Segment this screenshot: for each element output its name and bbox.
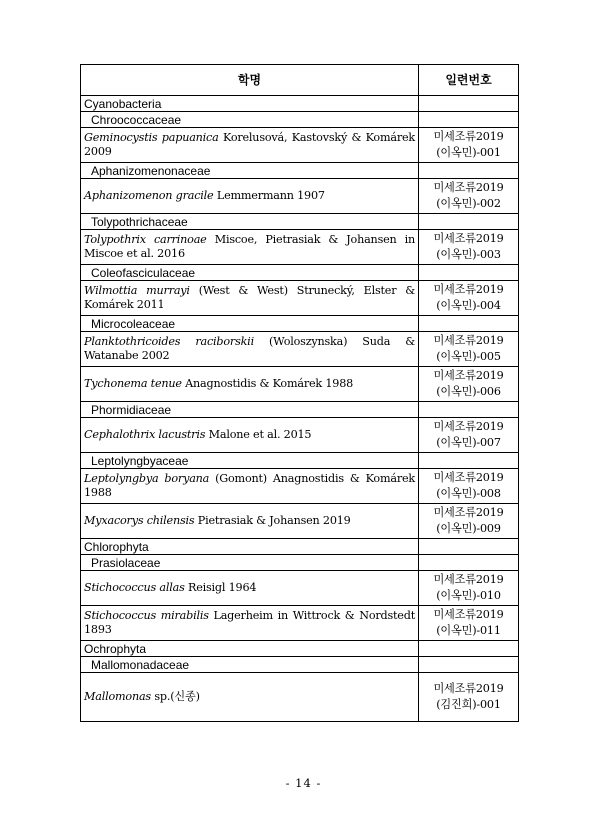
phylum-row (81, 641, 519, 657)
family-name: Chroococcaceae (81, 112, 419, 128)
species-name-cell (81, 128, 419, 163)
family-row (81, 657, 519, 673)
serial-number-cell (419, 179, 519, 214)
family-name: Phormidiaceae (81, 402, 419, 418)
species-row (81, 332, 519, 367)
serial-prefix: 미세조류2019 (433, 573, 504, 586)
species-name-cell (81, 504, 419, 539)
serial-id: (이옥민)-001 (436, 146, 501, 159)
scientific-name: Stichococcus allas (84, 581, 185, 594)
species-row (81, 469, 519, 504)
species-name-cell (81, 281, 419, 316)
species-row (81, 281, 519, 316)
empty-serial-cell (419, 112, 519, 128)
serial-id: (이옥민)-006 (436, 385, 501, 398)
table-header-row (81, 65, 519, 96)
author-citation: Lemmermann 1907 (216, 189, 325, 202)
family-name: Mallomonadaceae (81, 657, 419, 673)
family-row (81, 453, 519, 469)
phylum-name: Cyanobacteria (81, 96, 419, 112)
serial-number-cell (419, 504, 519, 539)
serial-prefix: 미세조류2019 (433, 682, 504, 695)
family-row (81, 316, 519, 332)
serial-number-cell (419, 281, 519, 316)
species-row (81, 606, 519, 641)
species-name-cell (81, 230, 419, 265)
author-citation: (Gomont) Anagnostidis & Komárek 1988 (84, 472, 415, 499)
serial-number-cell (419, 606, 519, 641)
serial-prefix: 미세조류2019 (433, 420, 504, 433)
species-row (81, 128, 519, 163)
species-row (81, 230, 519, 265)
phylum-row (81, 539, 519, 555)
scientific-name: Planktothricoides raciborskii (84, 335, 254, 348)
phylum-row (81, 96, 519, 112)
species-name-cell (81, 179, 419, 214)
author-citation: Lagerheim in Wittrock & Nordstedt 1893 (84, 609, 415, 636)
family-name: Leptolyngbyaceae (81, 453, 419, 469)
serial-number-cell (419, 418, 519, 453)
family-row (81, 112, 519, 128)
species-row (81, 504, 519, 539)
serial-id: (김진희)-001 (436, 698, 501, 711)
serial-number-cell (419, 469, 519, 504)
species-name-cell (81, 418, 419, 453)
serial-prefix: 미세조류2019 (433, 369, 504, 382)
scientific-name: Myxacorys chilensis (84, 514, 195, 527)
scientific-name: Mallomonas (84, 690, 151, 703)
header-scientific-name: 학명 (81, 65, 419, 96)
serial-number-cell (419, 332, 519, 367)
serial-id: (이옥민)-004 (436, 299, 501, 312)
empty-serial-cell (419, 265, 519, 281)
serial-number-cell (419, 571, 519, 606)
empty-serial-cell (419, 453, 519, 469)
species-name-cell (81, 367, 419, 402)
empty-serial-cell (419, 163, 519, 179)
family-row (81, 214, 519, 230)
page-number: - 14 - (285, 776, 322, 790)
phylum-name: Chlorophyta (81, 539, 419, 555)
empty-serial-cell (419, 96, 519, 112)
serial-prefix: 미세조류2019 (433, 334, 504, 347)
species-table-container (80, 64, 518, 722)
author-citation: Pietrasiak & Johansen 2019 (197, 514, 351, 527)
scientific-name: Leptolyngbya boryana (84, 472, 210, 485)
serial-prefix: 미세조류2019 (433, 232, 504, 245)
serial-prefix: 미세조류2019 (433, 283, 504, 296)
empty-serial-cell (419, 641, 519, 657)
author-citation: sp.(신종) (154, 690, 200, 703)
family-name: Coleofasciculaceae (81, 265, 419, 281)
scientific-name: Wilmottia murrayi (84, 284, 190, 297)
species-row (81, 571, 519, 606)
author-citation: (Woloszynska) Suda & Watanabe 2002 (84, 335, 416, 362)
serial-number-cell (419, 367, 519, 402)
phylum-name: Ochrophyta (81, 641, 419, 657)
table-body (81, 96, 519, 722)
scientific-name: Aphanizomenon gracile (84, 189, 214, 202)
serial-prefix: 미세조류2019 (433, 181, 504, 194)
empty-serial-cell (419, 402, 519, 418)
serial-id: (이옥민)-011 (436, 624, 501, 637)
empty-serial-cell (419, 539, 519, 555)
scientific-name: Geminocystis papuanica (84, 131, 219, 144)
header-serial-number: 일련번호 (419, 65, 519, 96)
species-name-cell (81, 673, 419, 722)
scientific-name: Stichococcus mirabilis (84, 609, 209, 622)
serial-prefix: 미세조류2019 (433, 130, 504, 143)
serial-id: (이옥민)-010 (436, 589, 501, 602)
family-row (81, 402, 519, 418)
species-table (80, 64, 519, 722)
scientific-name: Tychonema tenue (84, 377, 182, 390)
species-name-cell (81, 606, 419, 641)
empty-serial-cell (419, 214, 519, 230)
scientific-name: Cephalothrix lacustris (84, 428, 206, 441)
species-name-cell (81, 469, 419, 504)
author-citation: (West & West) Strunecký, Elster & Komárek 2011 (84, 284, 415, 311)
species-name-cell (81, 571, 419, 606)
family-name: Tolypothrichaceae (81, 214, 419, 230)
family-name: Aphanizomenonaceae (81, 163, 419, 179)
scientific-name: Tolypothrix carrinoae (84, 233, 207, 246)
serial-id: (이옥민)-005 (436, 350, 501, 363)
species-row (81, 179, 519, 214)
family-row (81, 555, 519, 571)
serial-prefix: 미세조류2019 (433, 506, 504, 519)
empty-serial-cell (419, 657, 519, 673)
empty-serial-cell (419, 555, 519, 571)
author-citation: Korelusová, Kastovský & Komárek 2009 (84, 131, 415, 158)
serial-id: (이옥민)-007 (436, 436, 501, 449)
author-citation: Anagnostidis & Komárek 1988 (185, 377, 354, 390)
serial-id: (이옥민)-009 (436, 522, 501, 535)
serial-id: (이옥민)-003 (436, 248, 501, 261)
family-row (81, 163, 519, 179)
serial-prefix: 미세조류2019 (433, 608, 504, 621)
empty-serial-cell (419, 316, 519, 332)
serial-id: (이옥민)-008 (436, 487, 501, 500)
species-row (81, 418, 519, 453)
species-row (81, 673, 519, 722)
author-citation: Malone et al. 2015 (208, 428, 312, 441)
serial-id: (이옥민)-002 (436, 197, 501, 210)
serial-number-cell (419, 673, 519, 722)
family-row (81, 265, 519, 281)
author-citation: Miscoe, Pietrasiak & Johansen in Miscoe et al. 2016 (84, 233, 415, 260)
serial-number-cell (419, 128, 519, 163)
serial-number-cell (419, 230, 519, 265)
family-name: Prasiolaceae (81, 555, 419, 571)
species-row (81, 367, 519, 402)
family-name: Microcoleaceae (81, 316, 419, 332)
serial-prefix: 미세조류2019 (433, 471, 504, 484)
author-citation: Reisigl 1964 (187, 581, 257, 594)
species-name-cell (81, 332, 419, 367)
